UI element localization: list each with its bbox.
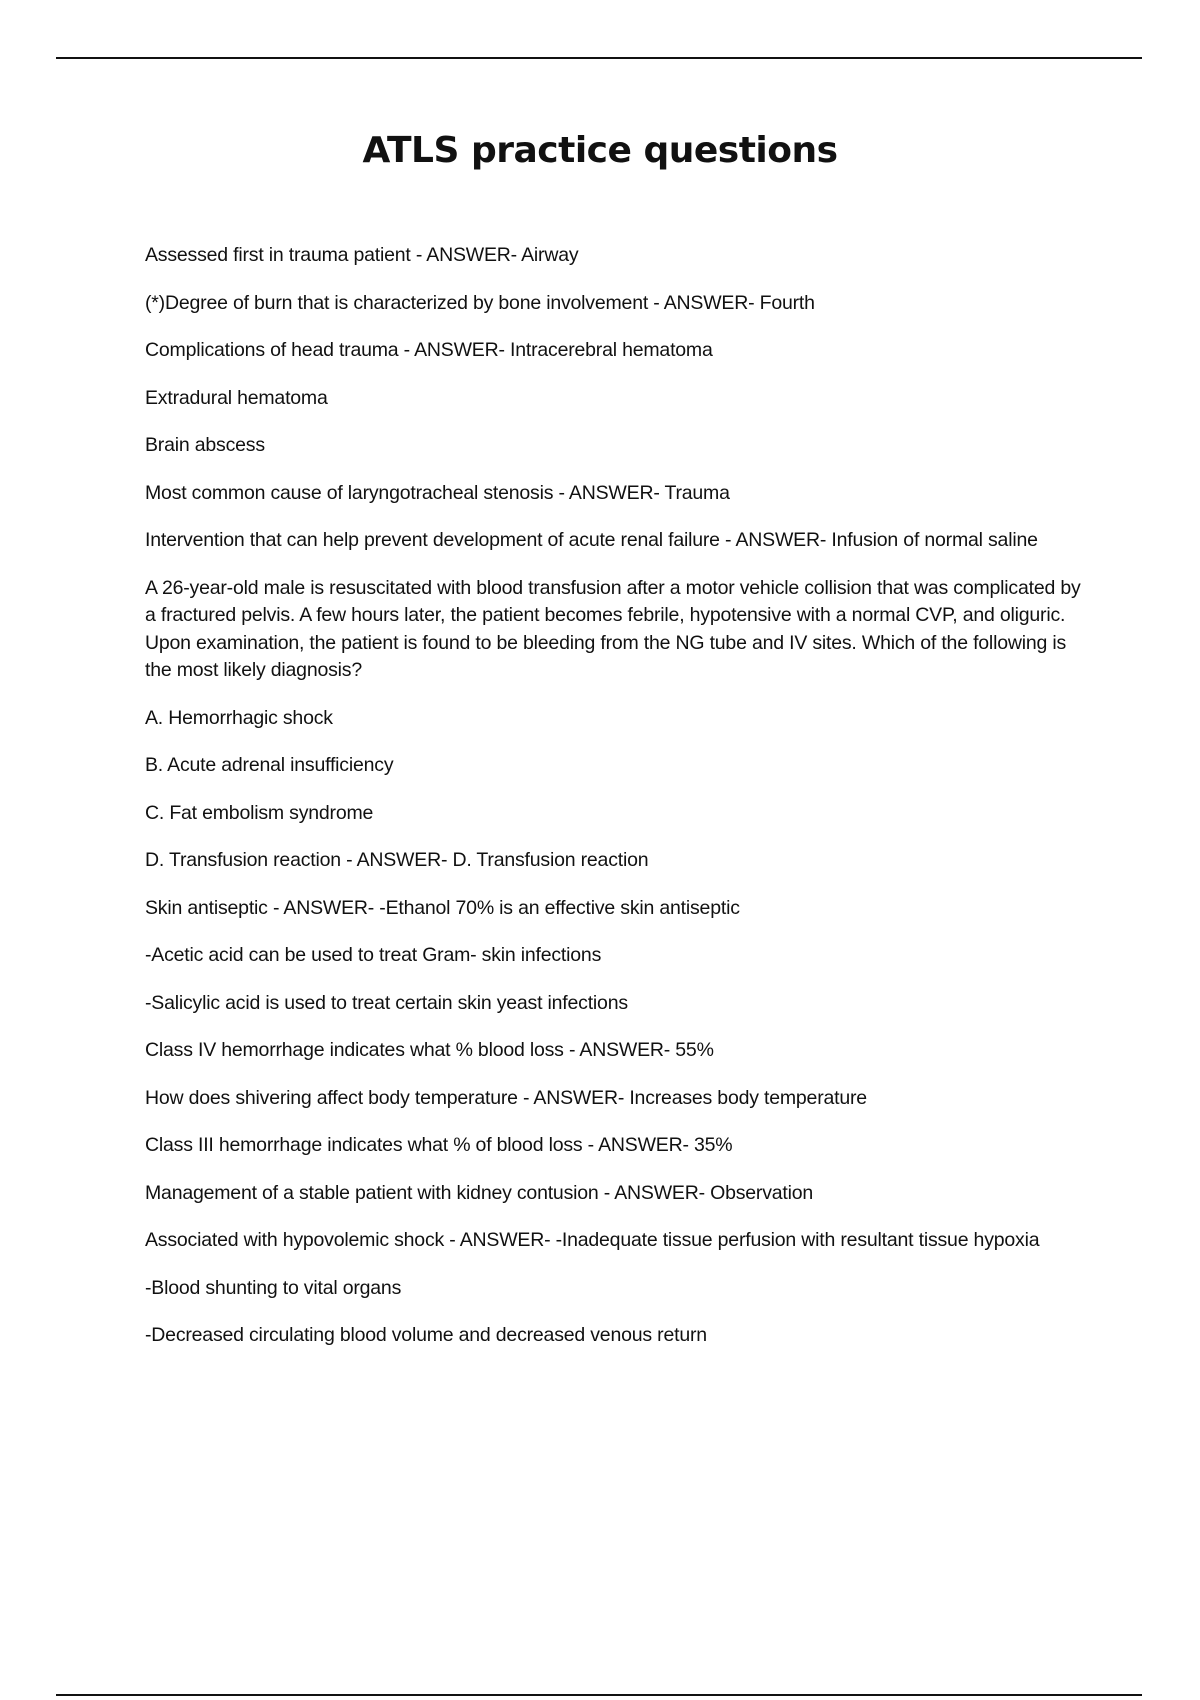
paragraph: Assessed first in trauma patient - ANSWER- Airway — [145, 244, 579, 266]
paragraph: A. Hemorrhagic shock — [145, 706, 333, 729]
paragraph: (*)Degree of burn that is characterized by bone involvement - ANSWER- Fourth — [145, 291, 815, 314]
paragraph: How does shivering affect body temperature - ANSWER- Increases body temperature — [145, 1086, 867, 1109]
paragraph: C. Fat embolism syndrome — [145, 801, 374, 824]
paragraph: A 26-year-old male is resuscitated with blood transfusion after a motor vehicle collision that was complicated by a fractured pelvis. A few hours later, the patient becomes febrile, hypotensive with a normal CVP, and oliguric. Upon examination, the patient is found to be bleeding from the NG tube and IV sites. Which of the following is the most likely diagnosis? — [145, 576, 1081, 681]
paragraph: -Salicylic acid is used to treat certain skin yeast infections — [145, 991, 628, 1014]
paragraph: -Blood shunting to vital organs — [145, 1276, 402, 1299]
paragraph: Complications of head trauma - ANSWER- Intracerebral hematoma — [145, 339, 713, 361]
paragraph: Intervention that can help prevent development of acute renal failure - ANSWER- Infusion of normal saline — [145, 529, 1038, 551]
paragraph: -Decreased circulating blood volume and decreased venous return — [145, 1324, 707, 1346]
paragraph: Management of a stable patient with kidney contusion - ANSWER- Observation — [145, 1181, 814, 1204]
paragraph: -Acetic acid can be used to treat Gram- skin infections — [145, 944, 602, 966]
footer-rule — [56, 1694, 1142, 1696]
page-title: ATLS practice questions — [362, 130, 838, 171]
paragraph: Extradural hematoma — [145, 386, 328, 409]
paragraph: D. Transfusion reaction - ANSWER- D. Transfusion reaction — [145, 849, 649, 871]
paragraph: Class IV hemorrhage indicates what % blood loss - ANSWER- 55% — [145, 1039, 714, 1061]
document-body — [145, 242, 1090, 1370]
paragraph: Skin antiseptic - ANSWER- -Ethanol 70% is an effective skin antiseptic — [145, 896, 740, 919]
paragraph: Most common cause of laryngotracheal stenosis - ANSWER- Trauma — [145, 481, 730, 504]
paragraph: Class III hemorrhage indicates what % of blood loss - ANSWER- 35% — [145, 1134, 733, 1156]
paragraph: Associated with hypovolemic shock - ANSWER- -Inadequate tissue perfusion with resultant tissue hypoxia — [145, 1229, 1040, 1251]
header-rule — [56, 57, 1142, 59]
paragraph: B. Acute adrenal insufficiency — [145, 754, 394, 776]
paragraph: Brain abscess — [145, 434, 265, 456]
